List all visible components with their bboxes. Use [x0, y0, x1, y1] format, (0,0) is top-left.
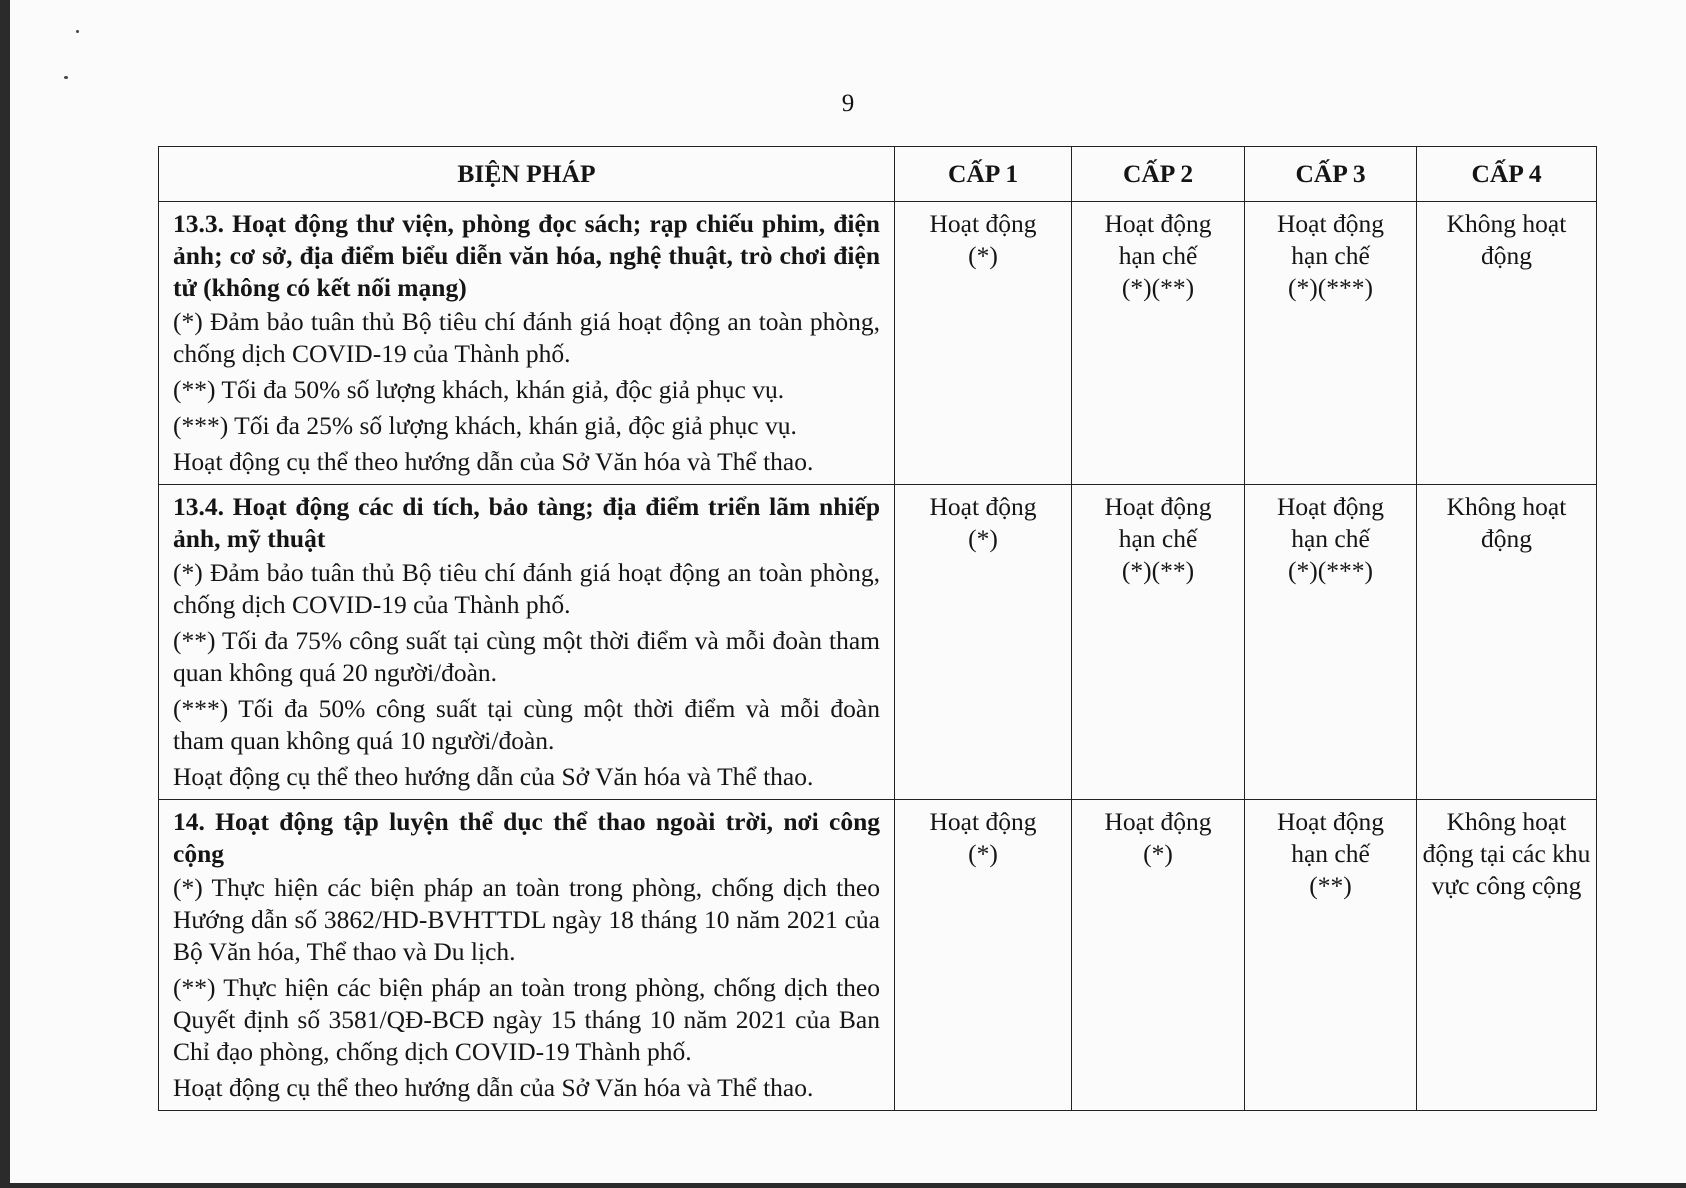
level-status: Hoạt động hạn chế (*)(**) — [1104, 209, 1212, 302]
level-1-cell — [895, 202, 1072, 485]
level-status: Hoạt động (*) — [929, 492, 1037, 553]
measure-title: 14. Hoạt động tập luyện thể dục thể thao ngoài trời, nơi công cộng — [173, 807, 880, 868]
header-measure: BIỆN PHÁP — [159, 147, 895, 202]
header-level-4: CẤP 4 — [1417, 147, 1597, 202]
table-row — [159, 202, 1597, 485]
measure-cell — [159, 485, 895, 800]
header-level-1: CẤP 1 — [895, 147, 1072, 202]
table-row — [159, 800, 1597, 1111]
measure-note: (*) Thực hiện các biện pháp an toàn trong phòng, chống dịch theo Hướng dẫn số 3862/HD-BVHTTDL ngày 18 tháng 10 năm 2021 của Bộ Văn hóa, Thể thao và Du lịch. — [173, 873, 880, 966]
level-status: Hoạt động hạn chế (*)(***) — [1277, 492, 1384, 585]
measure-cell — [159, 202, 895, 485]
measure-title: 13.3. Hoạt động thư viện, phòng đọc sách; rạp chiếu phim, điện ảnh; cơ sở, địa điểm biểu diễn văn hóa, nghệ thuật, trò chơi điện tử (không có kết nối mạng) — [173, 209, 880, 302]
measure-note: (**) Tối đa 75% công suất tại cùng một thời điểm và mỗi đoàn tham quan không quá 20 người/đoàn. — [173, 626, 880, 687]
level-1-cell — [895, 800, 1072, 1111]
measure-note: Hoạt động cụ thể theo hướng dẫn của Sở Văn hóa và Thể thao. — [173, 447, 814, 476]
measure-cell — [159, 800, 895, 1111]
level-status: Hoạt động (*) — [1104, 807, 1212, 868]
measure-note: (**) Thực hiện các biện pháp an toàn trong phòng, chống dịch theo Quyết định số 3581/QĐ-BCĐ ngày 15 tháng 10 năm 2021 của Ban Chỉ đạo phòng, chống dịch COVID-19 Thành phố. — [173, 973, 880, 1066]
level-status: Hoạt động hạn chế (**) — [1277, 807, 1384, 900]
header-level-3: CẤP 3 — [1245, 147, 1417, 202]
level-3-cell — [1245, 800, 1417, 1111]
measure-note: (*) Đảm bảo tuân thủ Bộ tiêu chí đánh giá hoạt động an toàn phòng, chống dịch COVID-19 của Thành phố. — [173, 307, 880, 368]
measure-title: 13.4. Hoạt động các di tích, bảo tàng; địa điểm triển lãm nhiếp ảnh, mỹ thuật — [173, 492, 880, 553]
level-1-cell — [895, 485, 1072, 800]
measure-note: (**) Tối đa 50% số lượng khách, khán giả, độc giả phục vụ. — [173, 375, 785, 404]
level-status: Hoạt động (*) — [929, 807, 1037, 868]
header-level-2: CẤP 2 — [1072, 147, 1245, 202]
level-4-cell — [1417, 485, 1597, 800]
level-status: Hoạt động (*) — [929, 209, 1037, 270]
measure-note: (***) Tối đa 25% số lượng khách, khán giả, độc giả phục vụ. — [173, 411, 797, 440]
table-header-row — [159, 147, 1597, 202]
scan-speck — [76, 30, 79, 33]
level-4-cell — [1417, 202, 1597, 485]
level-2-cell — [1072, 485, 1245, 800]
level-3-cell — [1245, 485, 1417, 800]
document-page — [10, 0, 1686, 1183]
measure-note: (*) Đảm bảo tuân thủ Bộ tiêu chí đánh giá hoạt động an toàn phòng, chống dịch COVID-19 của Thành phố. — [173, 558, 880, 619]
level-status: Không hoạt động — [1446, 209, 1567, 270]
scan-speck — [64, 76, 68, 79]
level-3-cell — [1245, 202, 1417, 485]
level-status: Không hoạt động tại các khu vực công cộng — [1422, 807, 1591, 900]
measure-note: (***) Tối đa 50% công suất tại cùng một thời điểm và mỗi đoàn tham quan không quá 10 người/đoàn. — [173, 694, 880, 755]
level-status: Không hoạt động — [1446, 492, 1567, 553]
level-4-cell — [1417, 800, 1597, 1111]
measures-table — [158, 146, 1597, 1111]
level-status: Hoạt động hạn chế (*)(**) — [1104, 492, 1212, 585]
level-2-cell — [1072, 800, 1245, 1111]
level-status: Hoạt động hạn chế (*)(***) — [1277, 209, 1384, 302]
level-2-cell — [1072, 202, 1245, 485]
page-number: 9 — [841, 90, 855, 117]
measure-note: Hoạt động cụ thể theo hướng dẫn của Sở Văn hóa và Thể thao. — [173, 762, 814, 791]
measure-note: Hoạt động cụ thể theo hướng dẫn của Sở Văn hóa và Thể thao. — [173, 1073, 814, 1102]
table-row — [159, 485, 1597, 800]
